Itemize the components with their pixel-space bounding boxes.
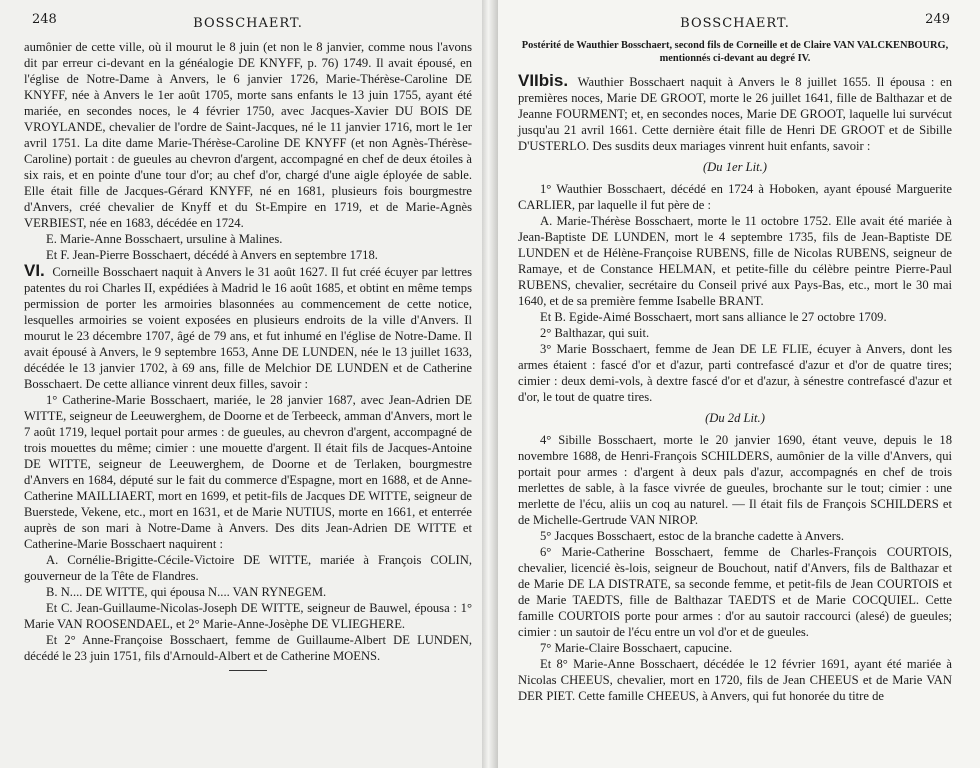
child-entry: 7° Marie-Claire Bosschaert, capucine. xyxy=(540,641,733,655)
book-gutter xyxy=(482,0,498,768)
page-number: 248 xyxy=(32,12,57,27)
running-head: BOSSCHAERT. xyxy=(193,16,303,31)
degree-text: Corneille Bosschaert naquit à Anvers le 31 août 1627. Il fut créé écuyer par lettres patentes du roi Charles II, expédiées à Madrid le 16 août 1685, et obtint en même temps permission de porter les armoiries blasonnées au commencement de cette notice, lesquelles armoiries se voient exposées en plusieurs endroits de la ville d'Anvers. Il mourut le 23 décembre 1707, âgé de 79 ans, et fut inhumé en l'église de Notre-Dame. Il avait épousé à Anvers, le 9 septembre 1653, Anne DE LUNDEN, née le 13 juillet 1633, décédée le 13 janvier 1702, à 69 ans, fille de Melchior DE LUNDEN et de Catherine Bosschaert. De cette alliance vinrent deux filles, savoir : xyxy=(24,265,472,391)
child-entry: 1° Catherine-Marie Bosschaert, mariée, le 28 janvier 1687, avec Jean-Adrien DE WITTE, seigneur de Leeuwerghem, de Doorne et de Terbeeck, amman d'Anvers, mort le 7 août 1719, lequel portait pour armes : de gueules, au chevron d'argent, accompagné de trois mouettes du même; cimier : une mouette d'argent. Il était fils de Jacques-Antoine DE WITTE, seigneur de Leeuwerghem, de Doorne et de Terlaken, bourgmestre d'Anvers en 1684, député sur le fait du commerce d'Espagne, mort en 1688, et de Anne-Catherine MAILLIAERT, mort en 1699, et petit-fils de Jacques DE WITTE, seigneur de Buerstede, Vekene, etc., mort en 1631, et de Marie NUTIUS, morte en 1661, et enterrée auprès de son mari à Notre-Dame à Anvers. Des dits Jean-Adrien DE WITTE et Catherine-Marie Bosschaert naquirent : xyxy=(24,393,472,551)
degree-numeral: VIIbis. xyxy=(518,71,569,90)
child-entry: Et C. Jean-Guillaume-Nicolas-Joseph DE WITTE, seigneur de Bauwel, épousa : 1° Marie VAN ROOSENDAEL, et 2° Marie-Anne-Josèphe DE VLIEGHERE. xyxy=(24,601,472,631)
degree-text: Wauthier Bosschaert naquit à Anvers le 8 juillet 1655. Il épousa : en premières noces, Marie DE GROOT, morte le 26 juillet 1641, fille de Balthazar et de Jeanne FOURMENT; et, en secondes noces, Marie DE GROOT, laquelle lui survécut jusqu'au 21 avril 1661. Cette dernière était fille de Henri DE GROOT et de Sibille D'USTERLO. Des susdits deux mariages vinrent huit enfants, savoir : xyxy=(518,75,953,153)
child-entry: Et 8° Marie-Anne Bosschaert, décédée le 12 février 1691, ayant été mariée à Nicolas CHEEUS, chevalier, mort en 1720, fils de Jean CHEEUS et de Marie VAN DER PIET. Cette famille CHEEUS, à Anvers, qui fut honorée du titre de xyxy=(518,657,952,703)
page-number: 249 xyxy=(925,12,950,27)
degree-paragraph xyxy=(24,263,472,392)
child-entry: A. Marie-Thérèse Bosschaert, morte le 11 octobre 1752. Elle avait été mariée à Jean-Baptiste DE LUNDEN, mort le 4 septembre 1735, fils de Jean-Baptiste DE LUNDEN et de Hélène-Françoise RUBENS, fille de Nicolas RUBENS, seigneur de Ramaye, et de Constance HELMAN, et petite-fille du célèbre peintre Pierre-Paul RUBENS, chevalier, secrétaire du Conseil privé aux Pays-Bas, etc., mort le 30 mai 1640, et de sa première femme Isabelle BRANT. xyxy=(518,214,952,308)
child-entry: B. N.... DE WITTE, qui épousa N.... VAN RYNEGEM. xyxy=(46,585,327,599)
divider xyxy=(229,670,267,671)
degree-numeral: VI. xyxy=(24,261,45,280)
right-page xyxy=(498,0,980,768)
child-entry: Et B. Egide-Aimé Bosschaert, mort sans alliance le 27 octobre 1709. xyxy=(540,310,887,324)
child-entry: 4° Sibille Bosschaert, morte le 20 janvier 1690, étant veuve, depuis le 18 novembre 1688, de Henri-François SCHILDERS, aumônier de la ville d'Anvers, qui portait pour armes : d'argent à deux pals d'azur, accompagnés en chef de trois merlettes de sable, à la fasce vivrée de gueules, brochante sur le tout; cimier : une merlette de l'écu, aliis un coq au naturel. — Il était fils de François SCHILDERS et de Michelle-Gertrude VAN NIROP. xyxy=(518,433,952,527)
left-page xyxy=(0,0,482,768)
child-entry: 6° Marie-Catherine Bosschaert, femme de Charles-François COURTOIS, chevalier, licencié ès-lois, seigneur de Bouchout, natif d'Anvers, fils de Balthazar et de Marie DE LA DISTRATE, sa seconde femme, et petit-fils de Jean COURTOIS et de Marie TAEDTS, fille de Balthazar TAEDTS et de Marie COCQUIEL. Cette famille COURTOIS porte pour armes : d'or au sautoir raccourci (alesé) de gueules; cimier : un sautoir de l'écu entre un vol d'or et de gueules. xyxy=(518,545,952,639)
child-entry: A. Cornélie-Brigitte-Cécile-Victoire DE WITTE, mariée à François COLIN, gouverneur de la Tête de Flandres. xyxy=(24,553,472,583)
paragraph: Et F. Jean-Pierre Bosschaert, décédé à Anvers en septembre 1718. xyxy=(46,248,378,262)
section-heading: Postérité de Wauthier Bosschaert, second fils de Corneille et de Claire VAN VALCKENBOURG, mentionnés ci-devant au degré IV. xyxy=(521,40,949,64)
paragraph: E. Marie-Anne Bosschaert, ursuline à Malines. xyxy=(46,232,283,246)
child-entry: 2° Balthazar, qui suit. xyxy=(540,326,650,340)
child-entry: 1° Wauthier Bosschaert, décédé en 1724 à Hoboken, ayant épousé Marguerite CARLIER, par laquelle il fut père de : xyxy=(518,182,952,212)
first-bed-label: (Du 1er Lit.) xyxy=(702,160,767,174)
child-entry: 3° Marie Bosschaert, femme de Jean DE LE FLIE, écuyer à Anvers, dont les armes étaient : fascé d'or et d'azur, parti contrefascé d'azur et d'or de quatre tires; cimier : deux demi-vols, à dextre fascé d'or et d'azur, à sénestre contrefascé d'azur et d'or, le tout de quatre tires. xyxy=(518,342,952,404)
degree-paragraph xyxy=(518,73,952,154)
child-entry: 5° Jacques Bosschaert, estoc de la branche cadette à Anvers. xyxy=(540,529,845,543)
running-head: BOSSCHAERT. xyxy=(680,16,790,31)
child-entry: Et 2° Anne-Françoise Bosschaert, femme de Guillaume-Albert DE LUNDEN, décédé le 23 juin 1751, fils d'Arnould-Albert et de Catherine MOENS. xyxy=(24,633,472,663)
paragraph: aumônier de cette ville, où il mourut le 8 juin (et non le 8 janvier, comme nous l'avons dit par erreur ci-devant en la généalogie DE KNYFF, p. 76) 1749. Il avait épousé, en l'église de Notre-Dame à Anvers, le 6 janvier 1726, Marie-Thérèse-Caroline DE KNYFF, née à Anvers le 1er août 1705, morte sans enfants le 13 juin 1755, ayant été mariée, en secondes noces, le 4 février 1750, avec Jacques-Xavier DU BOIS DE VROYLANDE, chevalier de l'ordre de Saint-Jacques, né le 11 janvier 1716, mort le 1er avril 1751. La dite dame Marie-Thérèse-Caroline DE KNYFF (et non Agnès-Thérèse-Caroline) portait : de gueules au chevron d'argent, accompagné en chef de deux étoiles à six rais, et en pointe d'une tour d'or; au chef d'or, chargé d'une aigle éployée de sable. Elle était fille de Jacques-Gérard KNYFF, né en 1681, plusieurs fois bourgmestre d'Anvers, créé chevalier de Knyff et du St-Empire en 1719, et de Marie-Agnès VERBIEST, née en 1683, décédée en 1724. xyxy=(24,40,472,230)
second-bed-label: (Du 2d Lit.) xyxy=(705,411,765,425)
